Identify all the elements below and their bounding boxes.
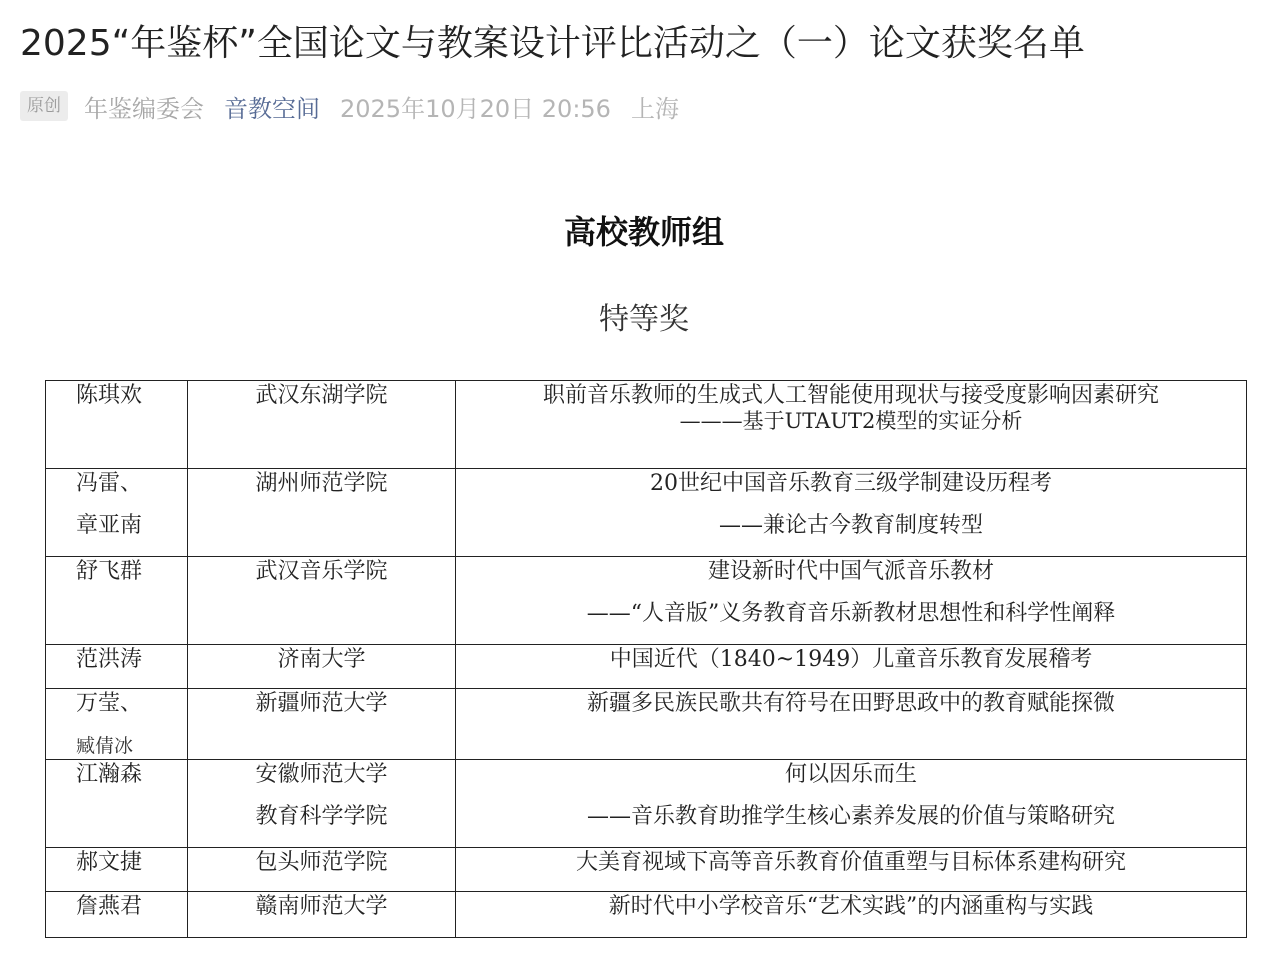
title-sub: ——兼论古今教育制度转型: [718, 513, 983, 538]
winner-names: [46, 469, 188, 557]
account-link[interactable]: 音教空间: [224, 94, 320, 123]
paper-title: [456, 760, 1247, 848]
winner-names: [46, 645, 188, 689]
title-sub: ———基于UTAUT2模型的实证分析: [679, 409, 1023, 433]
title-main: 职前音乐教师的生成式人工智能使用现状与接受度影响因素研究: [542, 383, 1159, 408]
original-badge: 原创: [20, 91, 68, 121]
table-row: [46, 645, 1247, 689]
paper-title: [456, 381, 1247, 469]
school-name: 教育科学学院: [255, 804, 388, 829]
winner-names: [46, 689, 188, 760]
title-main: 何以因乐而生: [784, 762, 917, 787]
title-sub: ——音乐教育助推学生核心素养发展的价值与策略研究: [586, 804, 1115, 829]
author-name: 年鉴编委会: [84, 94, 204, 123]
paper-title: [456, 469, 1247, 557]
winner-name: 江瀚森: [76, 762, 143, 787]
winner-name: 范洪涛: [76, 647, 143, 672]
winner-names: [46, 848, 188, 892]
article-title: 2025“年鉴杯”全国论文与教案设计评比活动之（一）论文获奖名单: [20, 23, 1085, 64]
winner-name: 郝文捷: [76, 850, 143, 875]
title-main: 新疆多民族民歌共有符号在田野思政中的教育赋能探微: [586, 691, 1115, 716]
table-row: [46, 848, 1247, 892]
title-sub: ——“人音版”义务教育音乐新教材思想性和科学性阐释: [586, 601, 1116, 626]
paper-title: [456, 848, 1247, 892]
group-heading: 高校教师组: [563, 213, 724, 251]
title-main: 新时代中小学校音乐“艺术实践”的内涵重构与实践: [608, 894, 1094, 919]
winner-school: [188, 892, 456, 938]
winner-school: [188, 645, 456, 689]
article-meta: [20, 88, 679, 124]
school-name: 武汉东湖学院: [255, 383, 388, 408]
winner-name: 詹燕君: [76, 894, 143, 919]
winner-name: 万莹、: [76, 691, 143, 716]
school-name: 赣南师范大学: [255, 894, 388, 919]
winner-names: [46, 557, 188, 645]
winner-school: [188, 760, 456, 848]
school-name: 包头师范学院: [255, 850, 388, 875]
winner-school: [188, 557, 456, 645]
winner-names: [46, 892, 188, 938]
school-name: 济南大学: [277, 647, 366, 672]
winner-name: 陈琪欢: [76, 383, 143, 408]
winner-names: [46, 381, 188, 469]
table-row: [46, 381, 1247, 469]
title-main: 中国近代（1840~1949）儿童音乐教育发展稽考: [609, 647, 1093, 672]
table-row: [46, 892, 1247, 938]
paper-title: [456, 557, 1247, 645]
winner-school: [188, 381, 456, 469]
award-table: [45, 380, 1247, 938]
winner-name: 舒飞群: [76, 559, 143, 584]
winner-school: [188, 689, 456, 760]
title-main: 20世纪中国音乐教育三级学制建设历程考: [650, 471, 1052, 496]
paper-title: [456, 689, 1247, 760]
paper-title: [456, 892, 1247, 938]
school-name: 湖州师范学院: [255, 471, 388, 496]
table-row: [46, 689, 1247, 760]
publish-date: 2025年10月20日 20:56: [340, 94, 611, 123]
school-name: 新疆师范大学: [255, 691, 388, 716]
winner-name: 冯雷、: [76, 471, 143, 496]
table-row: [46, 557, 1247, 645]
winner-school: [188, 469, 456, 557]
winner-name: 章亚南: [76, 513, 143, 538]
school-name: 安徽师范大学: [255, 762, 388, 787]
winner-name: 臧倩冰: [76, 735, 134, 757]
title-main: 建设新时代中国气派音乐教材: [707, 559, 994, 584]
publish-location: 上海: [630, 94, 679, 123]
winner-names: [46, 760, 188, 848]
winner-school: [188, 848, 456, 892]
table-row: [46, 760, 1247, 848]
table-row: [46, 469, 1247, 557]
paper-title: [456, 645, 1247, 689]
award-heading: 特等奖: [599, 302, 689, 337]
title-main: 大美育视域下高等音乐教育价值重塑与目标体系建构研究: [575, 850, 1126, 875]
school-name: 武汉音乐学院: [255, 559, 388, 584]
